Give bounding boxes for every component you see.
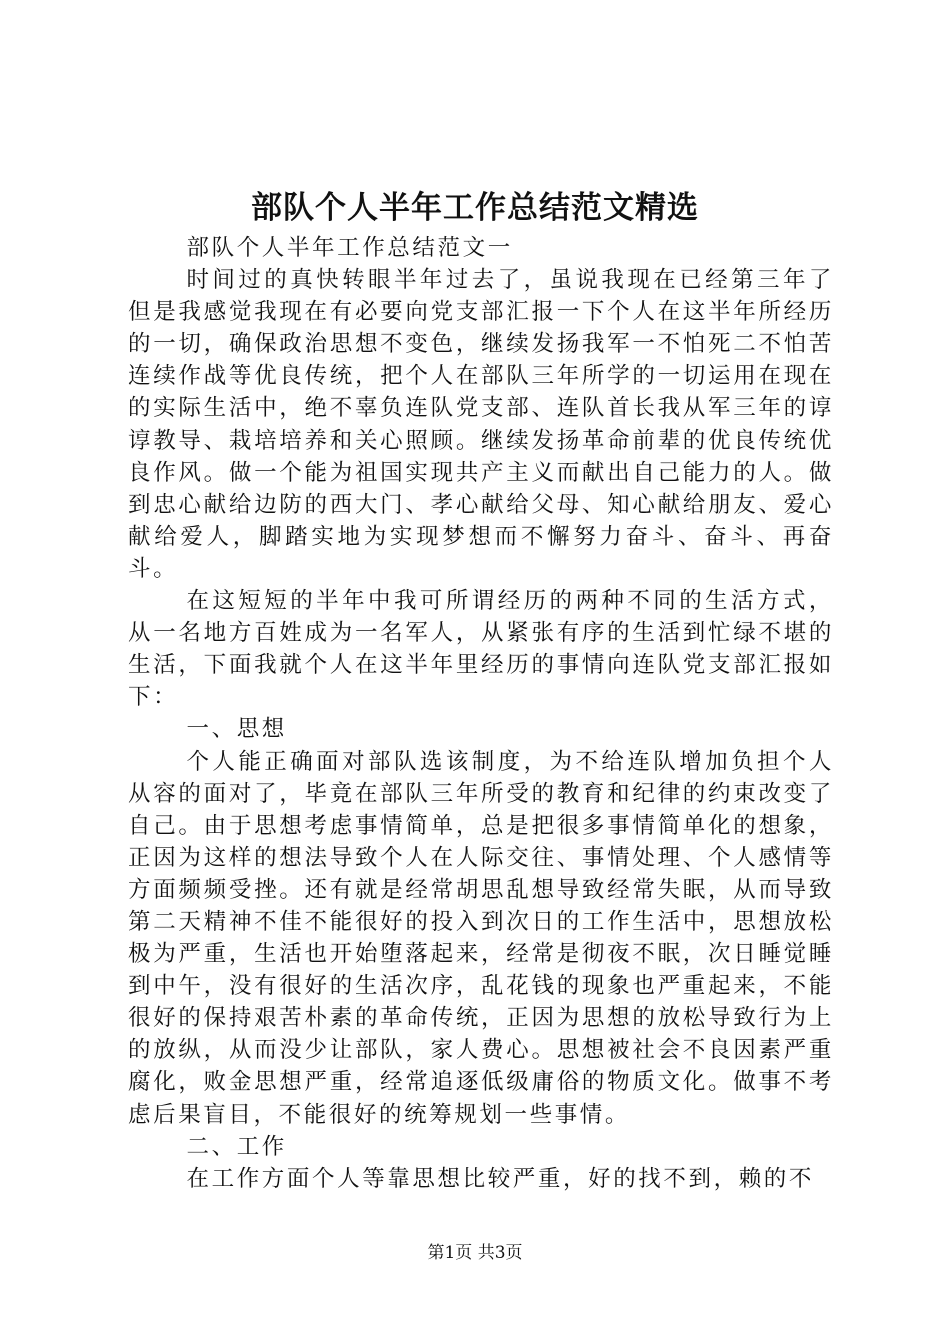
document-title: 部队个人半年工作总结范文精选 (251, 190, 699, 226)
page-footer: 第1页 共3页 (427, 1243, 523, 1263)
body-paragraph: 在这短短的半年中我可所谓经历的两种不同的生活方式，从一名地方百姓成为一名军人，从紧张有序的生活到忙绿不堪的生活，下面我就个人在这半年里经历的事情向连队党支部汇报如下： (128, 588, 834, 711)
section-heading-article-one: 部队个人半年工作总结范文一 (186, 235, 513, 261)
body-paragraph: 个人能正确面对部队选该制度，为不给连队增加负担个人从容的面对了，毕竟在部队三年所受的教育和纪律的约束改变了自己。由于思想考虑事情简单，总是把很多事情简单化的想象，正因为这样的想法导致个人在人际交往、事情处理、个人感情等方面频频受挫。还有就是经常胡思乱想导致经常失眠，从而导致第二天精神不佳不能很好的投入到次日的工作生活中，思想放松极为严重，生活也开始堕落起来，经常是彻夜不眠，次日睡觉睡到中午，没有很好的生活次序，乱花钱的现象也严重起来，不能很好的保持艰苦朴素的革命传统，正因为思想的放松导致行为上的放纵，从而没少让部队，家人费心。思想被社会不良因素严重腐化，败金思想严重，经常追逐低级庸俗的物质文化。做事不考虑后果盲目，不能很好的统筹规划一些事情。 (128, 748, 834, 1128)
section-heading-thought: 一、思想 (186, 716, 287, 743)
body-paragraph: 在工作方面个人等靠思想比较严重，好的找不到，赖的不 (186, 1165, 815, 1192)
section-heading-work: 二、工作 (186, 1133, 287, 1160)
document-body (128, 232, 834, 1195)
body-paragraph: 时间过的真快转眼半年过去了，虽说我现在已经第三年了但是我感觉我现在有必要向党支部汇报一下个人在这半年所经历的一切，确保政治思想不变色，继续发扬我军一不怕死二不怕苦连续作战等优良传统，把个人在部队三年所学的一切运用在现在的实际生活中，绝不辜负连队党支部、连队首长我从军三年的谆谆教导、栽培培养和关心照顾。继续发扬革命前辈的优良传统优良作风。做一个能为祖国实现共产主义而献出自己能力的人。做到忠心献给边防的西大门、孝心献给父母、知心献给朋友、爱心献给爱人，脚踏实地为实现梦想而不懈努力奋斗、奋斗、再奋斗。 (128, 267, 834, 582)
